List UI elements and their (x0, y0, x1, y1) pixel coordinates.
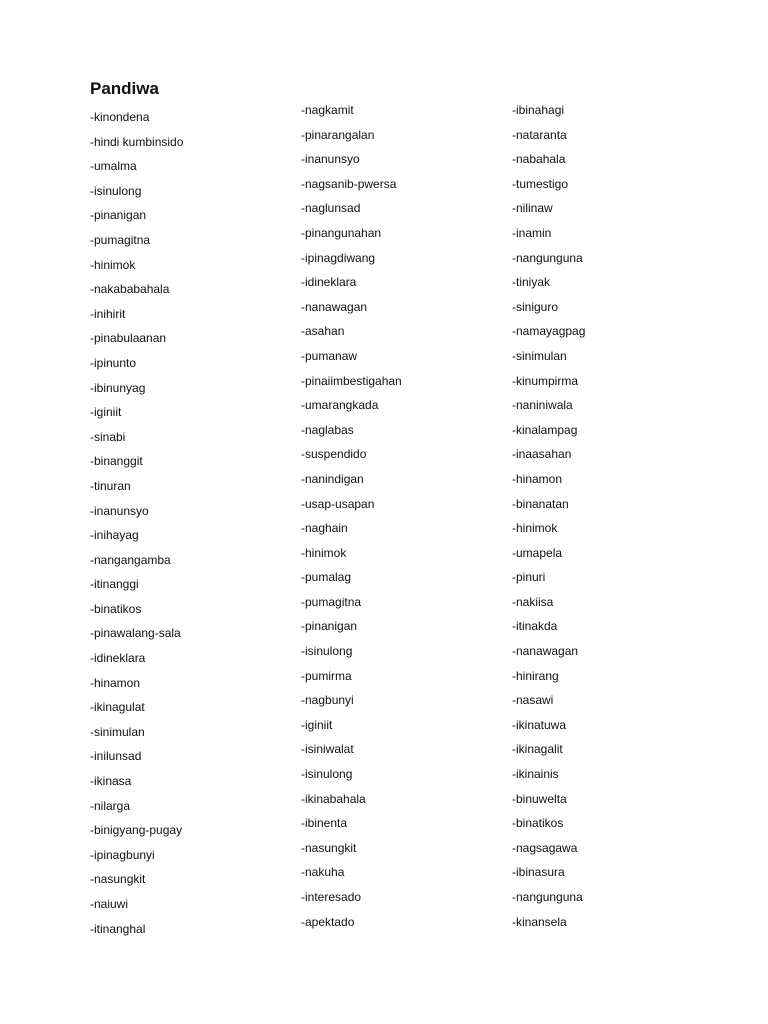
verb-item: -umarangkada (301, 398, 379, 413)
verb-item: -idineklara (90, 651, 146, 666)
verb-item: -umapela (512, 545, 563, 560)
verb-item: -nasungkit (90, 872, 146, 887)
verb-item: -sinabi (90, 429, 126, 444)
verb-item: -itinanghal (90, 921, 146, 936)
verb-item: -binanggit (90, 454, 143, 469)
verb-item: -sinimulan (90, 724, 145, 739)
verb-item: -inamin (512, 225, 552, 240)
verb-item: -pinuri (512, 570, 546, 585)
verb-item: -sinimulan (512, 348, 567, 363)
verb-item: -isinulong (301, 767, 353, 782)
verb-item: -suspendido (301, 447, 367, 462)
verb-item: -ibinenta (301, 816, 348, 831)
verb-item: -kinansela (512, 914, 567, 929)
verb-item: -usap-usapan (301, 496, 375, 511)
verb-item: -nagkamit (301, 103, 354, 117)
verb-item: -interesado (301, 890, 362, 904)
verb-item: -nakababahala (90, 282, 170, 297)
verb-item: -hinimok (512, 521, 558, 536)
verb-item: -naghain (301, 521, 348, 536)
verb-item: -pinanigan (301, 619, 358, 634)
page-title: Pandiwa (90, 79, 159, 98)
verb-item: -nilarga (90, 798, 131, 813)
verb-item: -iginiit (90, 405, 122, 420)
verb-item: -ikinagulat (90, 700, 145, 715)
verb-item: -binanatan (512, 496, 569, 511)
verb-item: -isinulong (301, 644, 353, 659)
verb-item: -kinumpirma (512, 373, 579, 388)
verb-item: -pinabulaanan (90, 331, 167, 346)
verb-item: -kinondena (90, 110, 150, 124)
verb-item: -nasawi (512, 693, 554, 708)
verb-item: -nanawagan (512, 644, 579, 659)
verb-item: -itinakda (512, 619, 558, 634)
verb-column-2 (301, 98, 501, 934)
verb-item: -inaasahan (512, 447, 572, 462)
verb-item: -pinawalang-sala (90, 626, 181, 641)
verb-item: -naglabas (301, 422, 354, 437)
verb-item: -naiuwi (90, 897, 129, 911)
verb-item: -nagsagawa (512, 840, 578, 855)
verb-item: -ikinagalit (512, 742, 563, 757)
verb-item: -isinulong (90, 183, 142, 198)
verb-item: -tumestigo (512, 176, 569, 191)
verb-item: -nangunguna (512, 250, 583, 265)
verb-item: -inihayag (90, 528, 139, 543)
verb-item: -nakiisa (512, 594, 554, 609)
verb-item: -nataranta (512, 127, 567, 142)
verb-item: -nagbunyi (301, 693, 354, 708)
verb-item: -kinalampag (512, 422, 578, 437)
verb-item: -inihirit (90, 306, 126, 321)
verb-item: -nangangamba (90, 552, 171, 567)
verb-item: -namayagpag (512, 324, 586, 339)
verb-item: -nilinaw (512, 201, 553, 216)
verb-item: -nangunguna (512, 890, 583, 904)
verb-item: -ibinunyag (90, 380, 146, 395)
verb-item: -nakuha (301, 865, 345, 880)
verb-item: -ipinagbunyi (90, 847, 155, 862)
verb-column-1 (90, 105, 290, 941)
verb-column-3 (512, 98, 712, 934)
verb-item: -nanawagan (301, 299, 368, 314)
verb-item: -pinangunahan (301, 225, 382, 240)
verb-item: -hinamon (512, 471, 563, 486)
verb-item: -binatikos (90, 601, 142, 616)
verb-item: -ikinatuwa (512, 717, 567, 732)
verb-item: -ipinunto (90, 355, 137, 370)
verb-item: -naniniwala (512, 398, 573, 413)
verb-item: -ikinasa (90, 774, 132, 789)
verb-item: -hinirang (512, 668, 559, 683)
verb-item: -ikinabahala (301, 791, 366, 806)
verb-item: -tinuran (90, 478, 131, 493)
verb-item: -inanunsyo (90, 503, 149, 518)
verb-item: -hinimok (301, 545, 347, 560)
verb-item: -naglunsad (301, 201, 361, 216)
verb-item: -pinaiimbestigahan (301, 373, 402, 388)
verb-item: -hindi kumbinsido (90, 134, 184, 149)
verb-item: -isiniwalat (301, 742, 354, 757)
verb-item: -pinarangalan (301, 127, 375, 142)
verb-item: -pumanaw (301, 348, 358, 363)
verb-item: -binigyang-pugay (90, 823, 183, 838)
verb-item: -nagsanib-pwersa (301, 176, 397, 191)
verb-item: -itinanggi (90, 577, 139, 592)
verb-item: -pumagitna (301, 594, 362, 609)
verb-item: -pumagitna (90, 232, 151, 247)
verb-item: -inanunsyo (301, 152, 360, 167)
verb-item: -pumalag (301, 570, 352, 585)
verb-item: -pinanigan (90, 208, 147, 223)
verb-item: -inilunsad (90, 749, 142, 764)
verb-item: -idineklara (301, 275, 357, 290)
verb-item: -binuwelta (512, 791, 567, 806)
verb-item: -siniguro (512, 299, 559, 314)
verb-item: -ipinagdiwang (301, 250, 376, 265)
verb-item: -pumirma (301, 668, 352, 683)
verb-item: -tiniyak (512, 275, 551, 290)
verb-item: -binatikos (512, 816, 564, 831)
verb-item: -iginiit (301, 717, 333, 732)
verb-item: -asahan (301, 324, 345, 339)
verb-item: -ikinainis (512, 767, 559, 782)
verb-item: -apektado (301, 914, 355, 929)
verb-item: -nabahala (512, 152, 566, 167)
verb-item: -ibinasura (512, 865, 565, 880)
verb-item: -nanindigan (301, 471, 364, 486)
verb-item: -hinamon (90, 675, 141, 690)
verb-item: -umalma (90, 159, 137, 174)
verb-item: -nasungkit (301, 840, 357, 855)
verb-item: -hinimok (90, 257, 136, 272)
verb-item: -ibinahagi (512, 103, 565, 117)
